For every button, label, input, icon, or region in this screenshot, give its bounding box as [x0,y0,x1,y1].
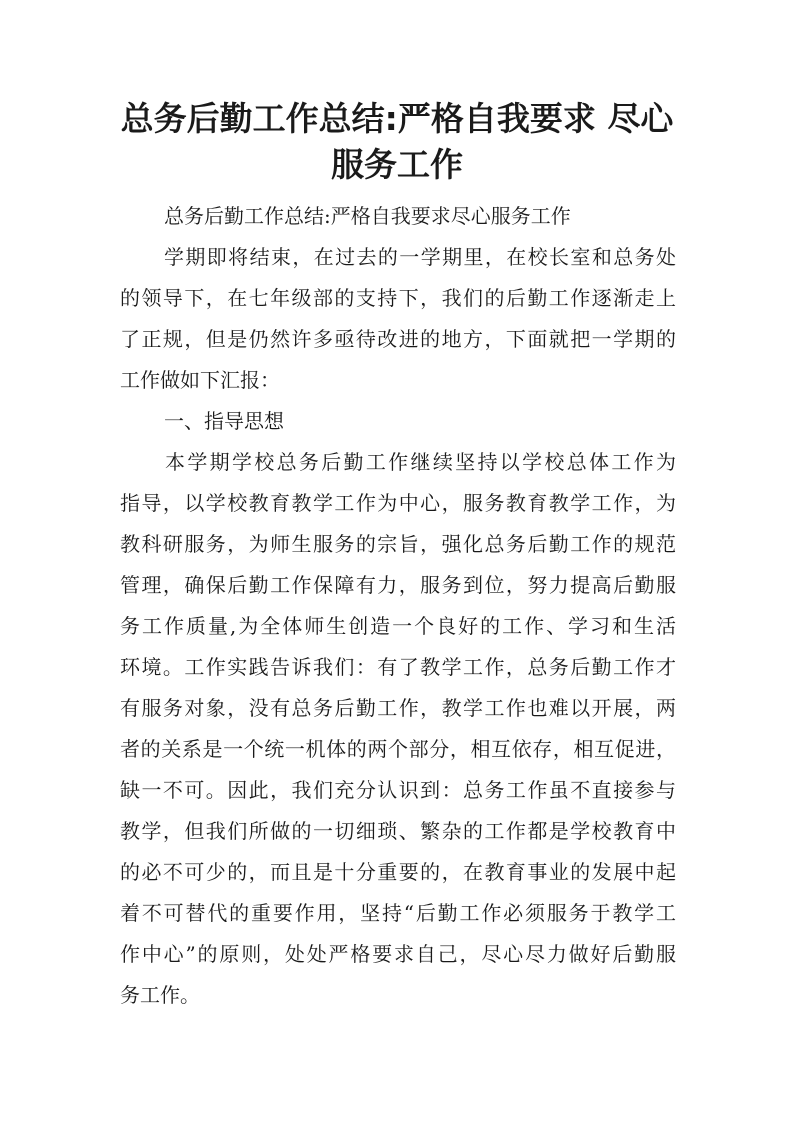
document-body [120,196,676,1016]
paragraph-line: 务工作质量,为全体师生创造一个良好的工作、学习和生活 [120,614,676,638]
paragraph-line: 指导，以学校教育教学工作为中心，服务教育教学工作，为 [120,491,676,515]
title-line: 服务工作 [331,145,463,184]
paragraph-line: 环境。工作实践告诉我们：有了教学工作，总务后勤工作才 [120,655,676,679]
paragraph-line: 的必不可少的，而且是十分重要的，在教育事业的发展中起 [120,860,676,884]
paragraph-line: 教科研服务，为师生服务的宗旨，强化总务后勤工作的规范 [120,532,676,556]
subtitle-line: 总务后勤工作总结:严格自我要求尽心服务工作 [164,204,571,228]
paragraph-line: 学期即将结束，在过去的一学期里，在校长室和总务处 [164,245,676,269]
paragraph-line: 着不可替代的重要作用，坚持“后勤工作必须服务于教学工 [120,901,676,925]
paragraph-line: 作中心”的原则，处处严格要求自己，尽心尽力做好后勤服 [120,942,676,966]
paragraph-line: 管理，确保后勤工作保障有力，服务到位，努力提高后勤服 [120,573,676,597]
paragraph-line: 的领导下，在七年级部的支持下，我们的后勤工作逐渐走上 [120,286,676,310]
title-line: 总务后勤工作总结:严格自我要求 尽心 [120,99,674,138]
paragraph-line: 有服务对象，没有总务后勤工作，教学工作也难以开展，两 [120,696,676,720]
section-heading: 一、指导思想 [164,409,284,433]
paragraph-line: 缺一不可。因此，我们充分认识到：总务工作虽不直接参与 [120,778,676,802]
paragraph-line: 了正规，但是仍然许多亟待改进的地方，下面就把一学期的 [120,327,676,351]
paragraph-line: 工作做如下汇报： [120,368,280,392]
paragraph-line: 务工作。 [120,983,200,1007]
paragraph-line: 本学期学校总务后勤工作继续坚持以学校总体工作为 [165,450,676,474]
paragraph-line: 者的关系是一个统一机体的两个部分，相互依存，相互促进， [120,737,676,761]
paragraph-line: 教学，但我们所做的一切细琐、繁杂的工作都是学校教育中 [120,819,676,843]
document-title [100,96,694,188]
